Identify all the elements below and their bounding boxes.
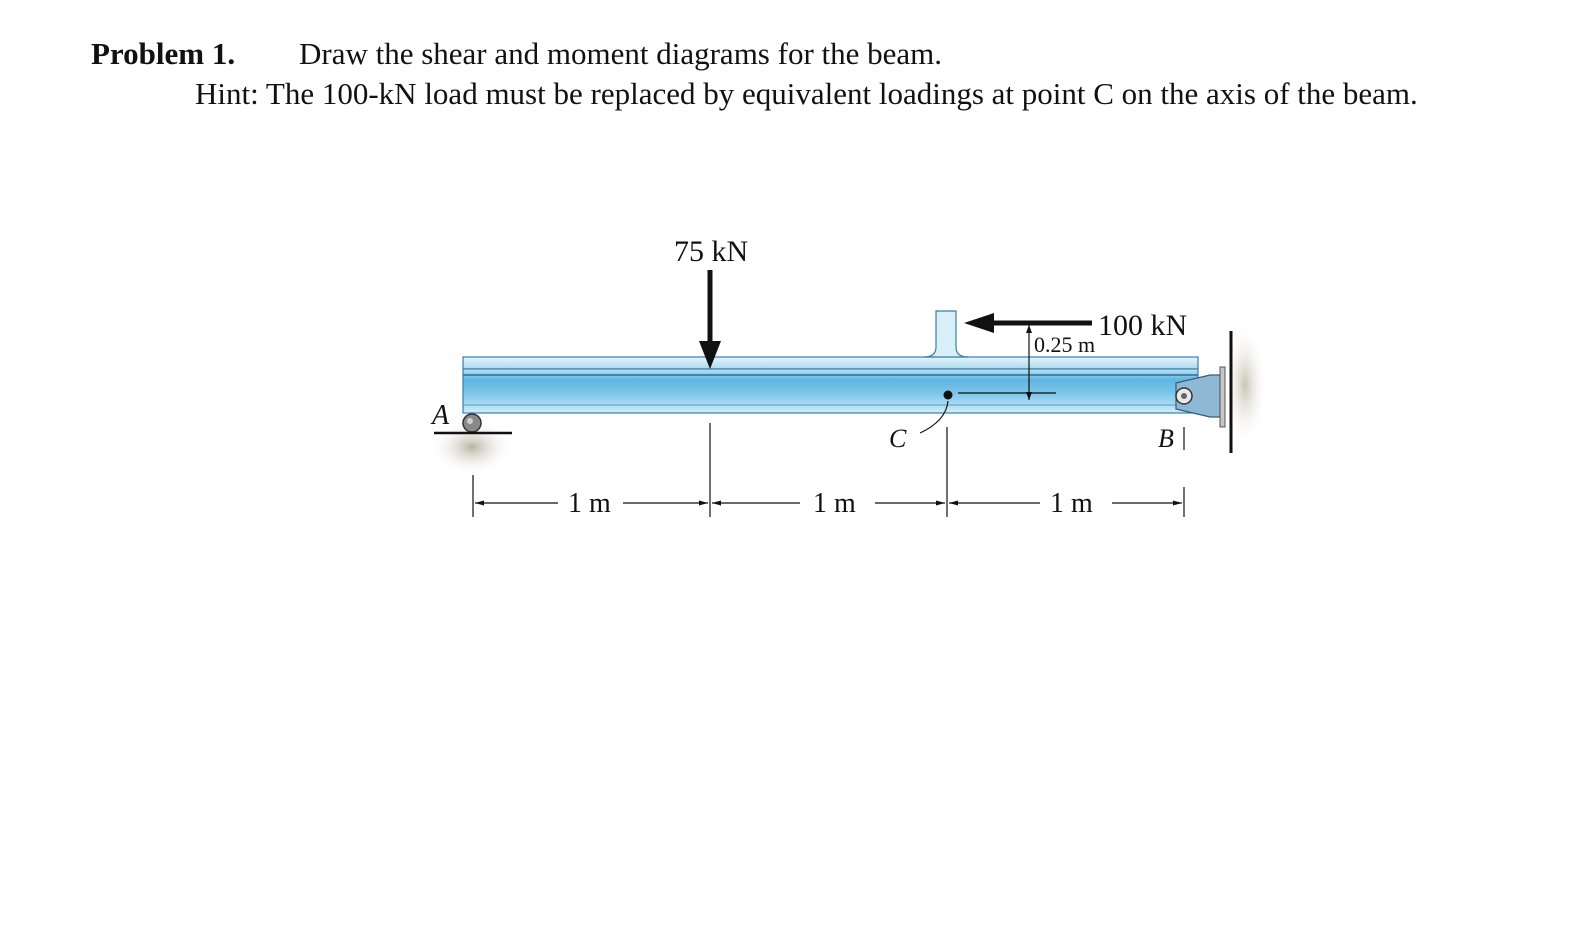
problem-label: Problem 1. <box>91 36 236 71</box>
load-75kn-label: 75 kN <box>674 235 749 268</box>
beam-diagram <box>420 225 1300 525</box>
load-100kn-label: 100 kN <box>1098 309 1188 342</box>
problem-hint: Hint: The 100-kN load must be replaced by equivalent loadings at point C on the axis of the beam. <box>195 76 1418 111</box>
load-post <box>924 311 968 357</box>
point-c-marker <box>944 391 953 400</box>
span-3-label: 1 m <box>1050 488 1093 519</box>
point-c-label: C <box>889 424 907 453</box>
problem-heading <box>91 34 1491 74</box>
problem-statement <box>91 34 1491 113</box>
span-1-label: 1 m <box>568 488 611 519</box>
point-a-label: A <box>432 400 450 431</box>
problem-task: Draw the shear and moment diagrams for the beam. <box>299 36 943 71</box>
span-2-label: 1 m <box>813 488 856 519</box>
beam-figure <box>420 225 1300 525</box>
point-b-label: B <box>1158 424 1174 453</box>
offset-dimension-label: 0.25 m <box>1034 332 1096 357</box>
beam <box>463 357 1198 413</box>
load-75kn-arrow <box>699 270 721 369</box>
